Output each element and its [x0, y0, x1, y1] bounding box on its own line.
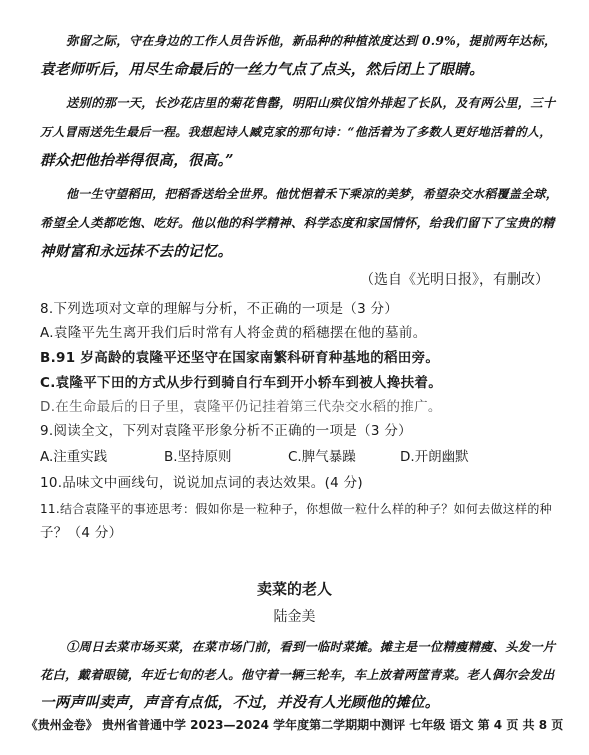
q8-option-a: A.袁隆平先生离开我们后时常有人将金黄的稻穗摆在他的墓前。 — [40, 325, 427, 341]
passage1-line-8: 神财富和永远抹不去的记忆。 — [40, 243, 233, 260]
passage1-line-3: 送别的那一天，长沙花店里的菊花售罄，明阳山殡仪馆外排起了长队，及有两公里，三十 — [66, 95, 556, 110]
passage1-line-6: 他一生守望稻田，把稻香送给全世界。他忧悒着禾下乘凉的美梦，希望杂交水稻覆盖全球， — [66, 187, 559, 201]
passage2-line-2: 花白，戴着眼镜，年近七旬的老人。他守着一辆三轮车，车上放着两筐青菜。老人偶尔会发出 — [40, 667, 555, 682]
passage1-line-5: 群众把他抬举得很高，很高。” — [40, 152, 234, 169]
q9-option-d: D.开朗幽默 — [400, 449, 469, 465]
q9-option-a: A.注重实践 — [40, 449, 108, 465]
passage1-line-7: 希望全人类都吃饱、吃好。他以他的科学精神、科学态度和家国情怀，给我们留下了宝贵的精 — [40, 215, 555, 230]
passage1-source: （选自《光明日报》，有删改） — [360, 272, 549, 288]
q8-option-d: D.在生命最后的日子里，袁隆平仍记挂着第三代杂交水稻的推广。 — [40, 399, 442, 415]
passage1-line-1: 弥留之际，守在身边的工作人员告诉他，新品种的种植浓度达到 0.9%，提前两年达标， — [66, 33, 557, 48]
q10-stem: 10.品味文中画线句，说说加点词的表达效果。(4 分) — [40, 475, 363, 491]
q8-stem: 8.下列选项对文章的理解与分析，不正确的一项是（3 分） — [40, 301, 399, 317]
page-footer: 《贵州金卷》 贵州省普通中学 2023—2024 学年度第二学期期中测评 七年级 语文 第 4 页 共 8 页 — [25, 718, 564, 732]
q11-line-1: 11.结合袁隆平的事迹思考：假如你是一粒种子，你想做一粒什么样的种子？如何去做这样的种 — [40, 502, 552, 516]
q8-option-c: C.袁隆平下田的方式从步行到骑自行车到开小轿车到被人搀扶着。 — [40, 375, 443, 391]
q9-stem: 9.阅读全文，下列对袁隆平形象分析不正确的一项是（3 分） — [40, 423, 412, 439]
q8-option-b: B.91 岁高龄的袁隆平还坚守在国家南繁科研育种基地的稻田旁。 — [40, 350, 440, 366]
q9-option-b: B.坚持原则 — [164, 449, 232, 465]
passage1-line-4: 万人冒雨送先生最后一程。我想起诗人臧克家的那句诗：“他活着为了多数人更好地活着的人， — [40, 125, 552, 139]
q9-options — [40, 446, 560, 468]
passage2-line-1: ①周日去菜市场买菜，在菜市场门前，看到一临时菜摊。摊主是一位精瘦精瘦、头发一片 — [66, 639, 556, 654]
passage2-title: 卖菜的老人 — [256, 580, 332, 598]
q9-option-c: C.脾气暴躁 — [288, 449, 356, 465]
passage2-line-3: 一两声叫卖声，声音有点低，不过，并没有人光顾他的摊位。 — [40, 694, 440, 711]
passage1-line-2: 袁老师听后，用尽生命最后的一丝力气点了点头，然后闭上了眼睛。 — [40, 61, 484, 78]
q11-line-2: 子？（4 分） — [40, 525, 123, 541]
passage2-author: 陆金美 — [273, 609, 316, 625]
